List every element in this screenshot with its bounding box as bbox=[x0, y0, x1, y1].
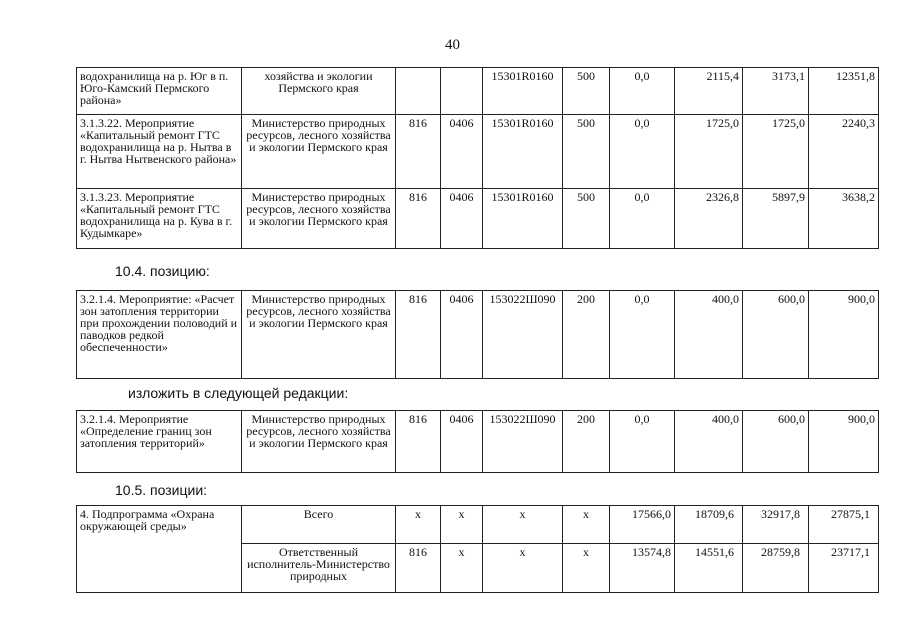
section-heading-10-5: 10.5. позиции: bbox=[115, 482, 208, 498]
expense-type-code: х bbox=[563, 544, 610, 593]
amount-year-2: 400,0 bbox=[675, 411, 743, 473]
target-article-code: 15301R0160 bbox=[483, 68, 563, 115]
amount-year-1: 13574,8 bbox=[610, 544, 675, 593]
amount-year-2: 400,0 bbox=[675, 291, 743, 379]
grbs-code: 816 bbox=[396, 411, 441, 473]
amount-year-4: 3638,2 bbox=[809, 189, 879, 249]
grbs-code: 816 bbox=[396, 544, 441, 593]
responsible-executor: Министерство природных ресурсов, лесного хозяйства и экологии Пермского края bbox=[242, 189, 396, 249]
amount-year-3: 600,0 bbox=[743, 411, 809, 473]
table-row bbox=[77, 68, 879, 115]
responsible-executor: Ответственный исполнитель-Министерство природных bbox=[242, 544, 396, 593]
amount-year-4: 900,0 bbox=[809, 411, 879, 473]
target-article-code: х bbox=[483, 506, 563, 544]
amount-year-2: 18709,6 bbox=[675, 506, 743, 544]
amount-year-2: 14551,6 bbox=[675, 544, 743, 593]
target-article-code: 15301R0160 bbox=[483, 189, 563, 249]
measure-name: 3.1.3.23. Мероприятие «Капитальный ремонт ГТС водохранилища на р. Кува в г. Кудымкаре» bbox=[77, 189, 242, 249]
expense-type-code: 500 bbox=[563, 189, 610, 249]
amount-year-4: 23717,1 bbox=[809, 544, 879, 593]
table-row bbox=[77, 189, 879, 249]
section-heading-new-edition: изложить в следующей редакции: bbox=[128, 385, 349, 401]
position-table-new bbox=[76, 410, 879, 473]
expense-type-code: х bbox=[563, 506, 610, 544]
amount-year-1: 0,0 bbox=[610, 189, 675, 249]
section-code: х bbox=[441, 506, 483, 544]
section-heading-10-4: 10.4. позицию: bbox=[115, 263, 210, 279]
amount-year-3: 3173,1 bbox=[743, 68, 809, 115]
responsible-executor: Всего bbox=[242, 506, 396, 544]
responsible-executor: Министерство природных ресурсов, лесного хозяйства и экологии Пермского края bbox=[242, 291, 396, 379]
grbs-code: 816 bbox=[396, 291, 441, 379]
target-article-code: 153022Ш090 bbox=[483, 291, 563, 379]
table-row bbox=[77, 506, 879, 544]
amount-year-1: 0,0 bbox=[610, 411, 675, 473]
amount-year-1: 0,0 bbox=[610, 291, 675, 379]
page-number: 40 bbox=[445, 37, 460, 53]
amount-year-4: 27875,1 bbox=[809, 506, 879, 544]
expense-type-code: 200 bbox=[563, 291, 610, 379]
section-code: 0406 bbox=[441, 291, 483, 379]
subprogram-table bbox=[76, 505, 879, 593]
responsible-executor: Министерство природных ресурсов, лесного хозяйства и экологии Пермского края bbox=[242, 115, 396, 189]
target-article-code: х bbox=[483, 544, 563, 593]
amount-year-4: 900,0 bbox=[809, 291, 879, 379]
table-row bbox=[77, 115, 879, 189]
grbs-code: 816 bbox=[396, 115, 441, 189]
responsible-executor: хозяйства и экологии Пермского края bbox=[242, 68, 396, 115]
table-row bbox=[77, 411, 879, 473]
position-table-old bbox=[76, 290, 879, 379]
amount-year-3: 600,0 bbox=[743, 291, 809, 379]
expense-type-code: 500 bbox=[563, 115, 610, 189]
amount-year-3: 5897,9 bbox=[743, 189, 809, 249]
amount-year-4: 12351,8 bbox=[809, 68, 879, 115]
amount-year-1: 0,0 bbox=[610, 68, 675, 115]
amount-year-2: 2115,4 bbox=[675, 68, 743, 115]
grbs-code: х bbox=[396, 506, 441, 544]
table-row bbox=[77, 291, 879, 379]
target-article-code: 153022Ш090 bbox=[483, 411, 563, 473]
measure-name: 3.2.1.4. Мероприятие «Определение границ зон затопления территорий» bbox=[77, 411, 242, 473]
amount-year-3: 32917,8 bbox=[743, 506, 809, 544]
subprogram-name: 4. Подпрограмма «Охрана окружающей среды» bbox=[77, 506, 242, 593]
budget-table-continued bbox=[76, 67, 879, 249]
section-code: 0406 bbox=[441, 189, 483, 249]
target-article-code: 15301R0160 bbox=[483, 115, 563, 189]
grbs-code bbox=[396, 68, 441, 115]
measure-name: 3.2.1.4. Мероприятие: «Расчет зон затопления территории при прохождении половодий и паводков редкой обеспеченности» bbox=[77, 291, 242, 379]
section-code bbox=[441, 68, 483, 115]
amount-year-1: 17566,0 bbox=[610, 506, 675, 544]
amount-year-2: 1725,0 bbox=[675, 115, 743, 189]
grbs-code: 816 bbox=[396, 189, 441, 249]
section-code: 0406 bbox=[441, 411, 483, 473]
expense-type-code: 200 bbox=[563, 411, 610, 473]
measure-name: 3.1.3.22. Мероприятие «Капитальный ремонт ГТС водохранилища на р. Нытва в г. Нытва Нытвенского района» bbox=[77, 115, 242, 189]
section-code: 0406 bbox=[441, 115, 483, 189]
amount-year-1: 0,0 bbox=[610, 115, 675, 189]
amount-year-2: 2326,8 bbox=[675, 189, 743, 249]
responsible-executor: Министерство природных ресурсов, лесного хозяйства и экологии Пермского края bbox=[242, 411, 396, 473]
expense-type-code: 500 bbox=[563, 68, 610, 115]
amount-year-3: 28759,8 bbox=[743, 544, 809, 593]
amount-year-4: 2240,3 bbox=[809, 115, 879, 189]
section-code: х bbox=[441, 544, 483, 593]
measure-name: водохранилища на р. Юг в п. Юго-Камский Пермского района» bbox=[77, 68, 242, 115]
amount-year-3: 1725,0 bbox=[743, 115, 809, 189]
